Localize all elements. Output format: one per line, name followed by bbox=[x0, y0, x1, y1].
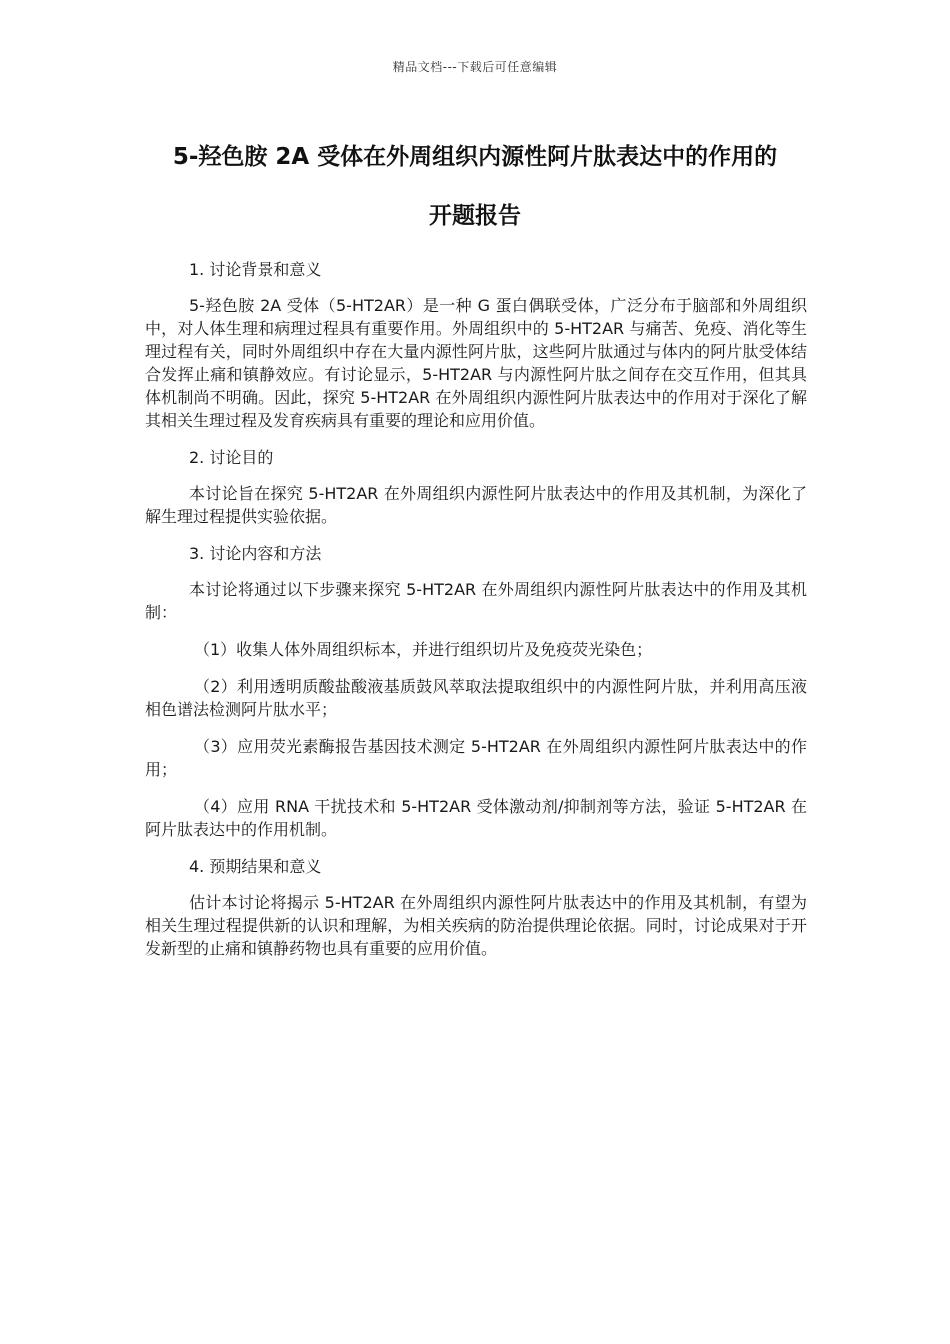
section-1-heading: 1. 讨论背景和意义 bbox=[189, 260, 322, 279]
document-body bbox=[145, 258, 807, 974]
section-3-paragraph: 本讨论将通过以下步骤来探究 5-HT2AR 在外周组织内源性阿片肽表达中的作用及其机制： bbox=[145, 580, 807, 622]
section-2-paragraph: 本讨论旨在探究 5-HT2AR 在外周组织内源性阿片肽表达中的作用及其机制，为深化了解生理过程提供实验依据。 bbox=[145, 484, 807, 526]
section-1-paragraph: 5-羟色胺 2A 受体（5-HT2AR）是一种 G 蛋白偶联受体，广泛分布于脑部和外周组织中，对人体生理和病理过程具有重要作用。外周组织中的 5-HT2AR 与痛苦、免疫、消化等生理过程有关，同时外周组织中存在大量内源性阿片肽，这些阿片肽通过与体内的阿片肽受体结合发挥止痛和镇静效应。有讨论显示，5-HT2AR 与内源性阿片肽之间存在交互作用，但其具体机制尚不明确。因此，探究 5-HT2AR 在外周组织内源性阿片肽表达中的作用对于深化了解其相关生理过程及发育疾病具有重要的理论和应用价值。 bbox=[145, 296, 807, 430]
section-4-heading: 4. 预期结果和意义 bbox=[189, 857, 322, 876]
section-3-step-3: （3）应用荧光素酶报告基因技术测定 5-HT2AR 在外周组织内源性阿片肽表达中的作用； bbox=[145, 737, 807, 779]
section-2-heading: 2. 讨论目的 bbox=[189, 448, 274, 467]
section-3-step-2: （2）利用透明质酸盐酸液基质鼓风萃取法提取组织中的内源性阿片肽，并利用高压液相色谱法检测阿片肽水平； bbox=[145, 677, 807, 719]
section-3-step-1: （1）收集人体外周组织标本，并进行组织切片及免疫荧光染色； bbox=[194, 640, 653, 659]
title-line-2: 开题报告 bbox=[429, 203, 521, 229]
section-4-paragraph: 估计本讨论将揭示 5-HT2AR 在外周组织内源性阿片肽表达中的作用及其机制，有望为相关生理过程提供新的认识和理解，为相关疾病的防治提供理论依据。同时，讨论成果对于开发新型的止痛和镇静药物也具有重要的应用价值。 bbox=[145, 893, 807, 958]
document-title bbox=[120, 128, 830, 246]
section-3-heading: 3. 讨论内容和方法 bbox=[189, 544, 322, 563]
section-3-step-4: （4）应用 RNA 干扰技术和 5-HT2AR 受体激动剂/抑制剂等方法，验证 5-HT2AR 在阿片肽表达中的作用机制。 bbox=[145, 797, 807, 839]
header-note: 精品文档---下载后可任意编辑 bbox=[392, 60, 558, 74]
title-line-1: 5-羟色胺 2A 受体在外周组织内源性阿片肽表达中的作用的 bbox=[172, 144, 778, 170]
